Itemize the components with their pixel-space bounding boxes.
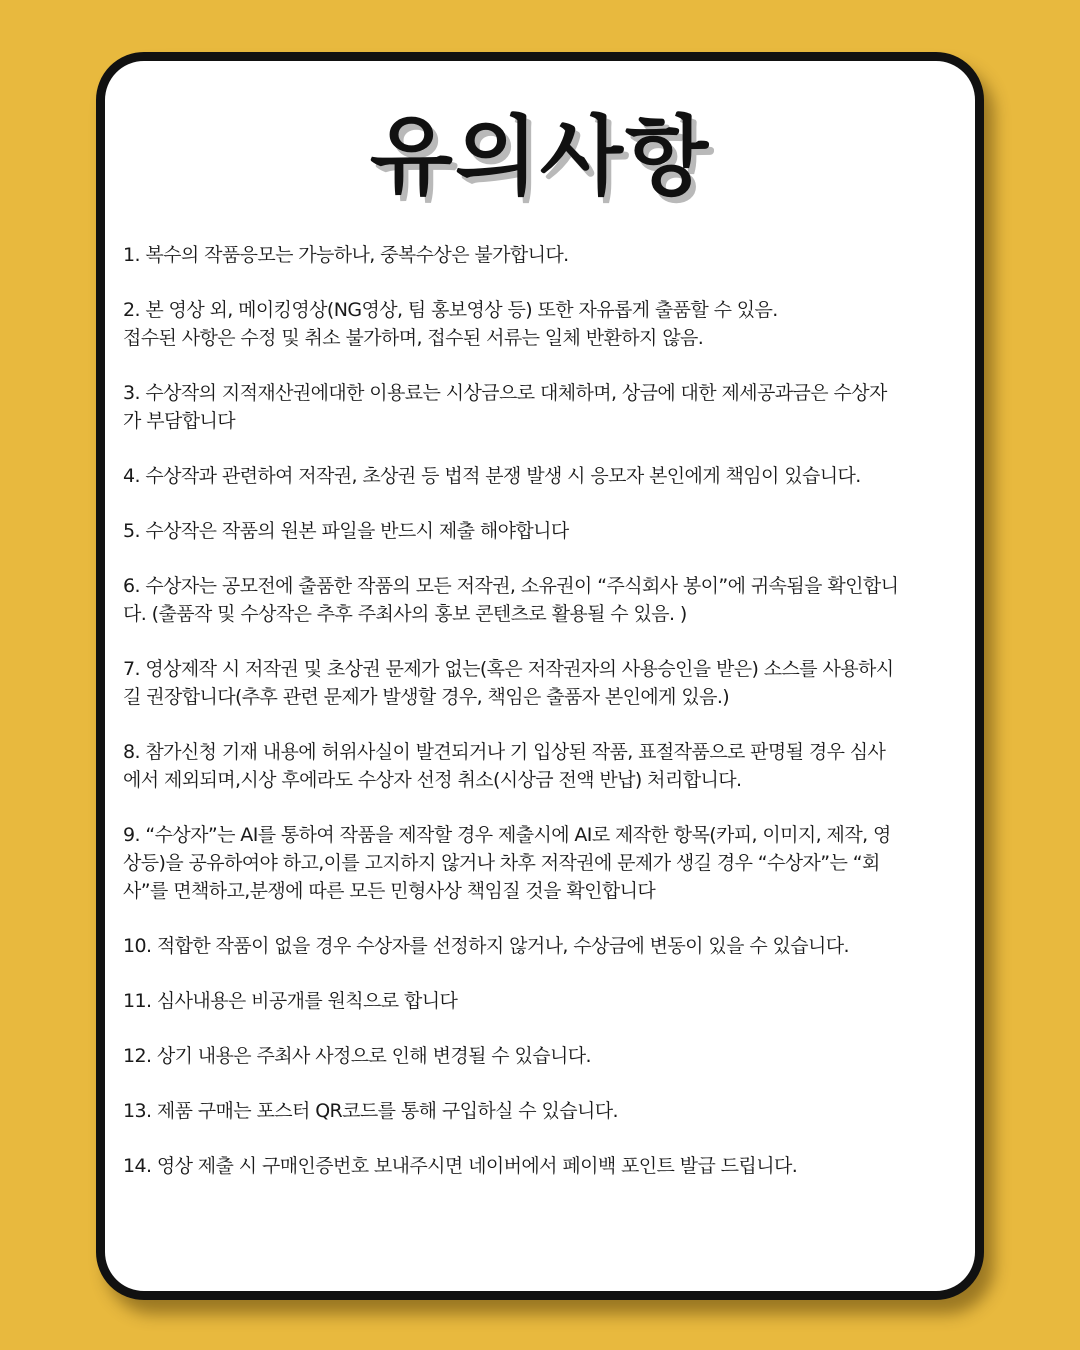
notice-item-6: 6. 수상자는 공모전에 출품한 작품의 모든 저작권, 소유권이 “주식회사 봉이”에 귀속됨을 확인합니 다. (출품작 및 수상작은 추후 주최사의 홍보 콘텐츠로 활용될 수 있음. )	[123, 575, 899, 625]
notice-item-11: 11. 심사내용은 비공개를 원칙으로 합니다	[123, 990, 458, 1012]
notice-item-5: 5. 수상작은 작품의 원본 파일을 반드시 제출 해야합니다	[123, 520, 569, 542]
notice-item-10: 10. 적합한 작품이 없을 경우 수상자를 선정하지 않거나, 수상금에 변동이 있을 수 있습니다.	[123, 935, 849, 957]
notice-item-13: 13. 제품 구매는 포스터 QR코드를 통해 구입하실 수 있습니다.	[123, 1100, 618, 1122]
notice-item-2: 2. 본 영상 외, 메이킹영상(NG영상, 팀 홍보영상 등) 또한 자유롭게 출품할 수 있음. 접수된 사항은 수정 및 취소 불가하며, 접수된 서류는 일체 반환하지 않음.	[123, 299, 778, 349]
notice-item-1: 1. 복수의 작품응모는 가능하나, 중복수상은 불가합니다.	[123, 244, 569, 266]
page-title: 유의사항	[369, 107, 711, 207]
notice-item-3: 3. 수상작의 지적재산권에대한 이용료는 시상금으로 대체하며, 상금에 대한 제세공과금은 수상자 가 부담합니다	[123, 382, 887, 432]
notice-item-9: 9. “수상자”는 AI를 통하여 작품을 제작할 경우 제출시에 AI로 제작한 항목(카피, 이미지, 제작, 영 상등)을 공유하여야 하고,이를 고지하지 않거나 차후 저작권에 문제가 생길 경우 “수상자”는 “회 사”를 면책하고,분쟁에 따른 모든 민형사상 책임질 것을 확인합니다	[123, 824, 891, 902]
notice-item-12: 12. 상기 내용은 주최사 사정으로 인해 변경될 수 있습니다.	[123, 1045, 591, 1067]
notice-list	[123, 241, 963, 1207]
notice-item-14: 14. 영상 제출 시 구매인증번호 보내주시면 네이버에서 페이백 포인트 발급 드립니다.	[123, 1155, 798, 1177]
notice-item-4: 4. 수상작과 관련하여 저작권, 초상권 등 법적 분쟁 발생 시 응모자 본인에게 책임이 있습니다.	[123, 465, 861, 487]
notice-card	[96, 52, 984, 1300]
notice-item-7: 7. 영상제작 시 저작권 및 초상권 문제가 없는(혹은 저작권자의 사용승인을 받은) 소스를 사용하시 길 권장합니다(추후 관련 문제가 발생할 경우, 책임은 출품자 본인에게 있음.)	[123, 658, 894, 708]
notice-item-8: 8. 참가신청 기재 내용에 허위사실이 발견되거나 기 입상된 작품, 표절작품으로 판명될 경우 심사 에서 제외되며,시상 후에라도 수상자 선정 취소(시상금 전액 반납) 처리합니다.	[123, 741, 886, 791]
